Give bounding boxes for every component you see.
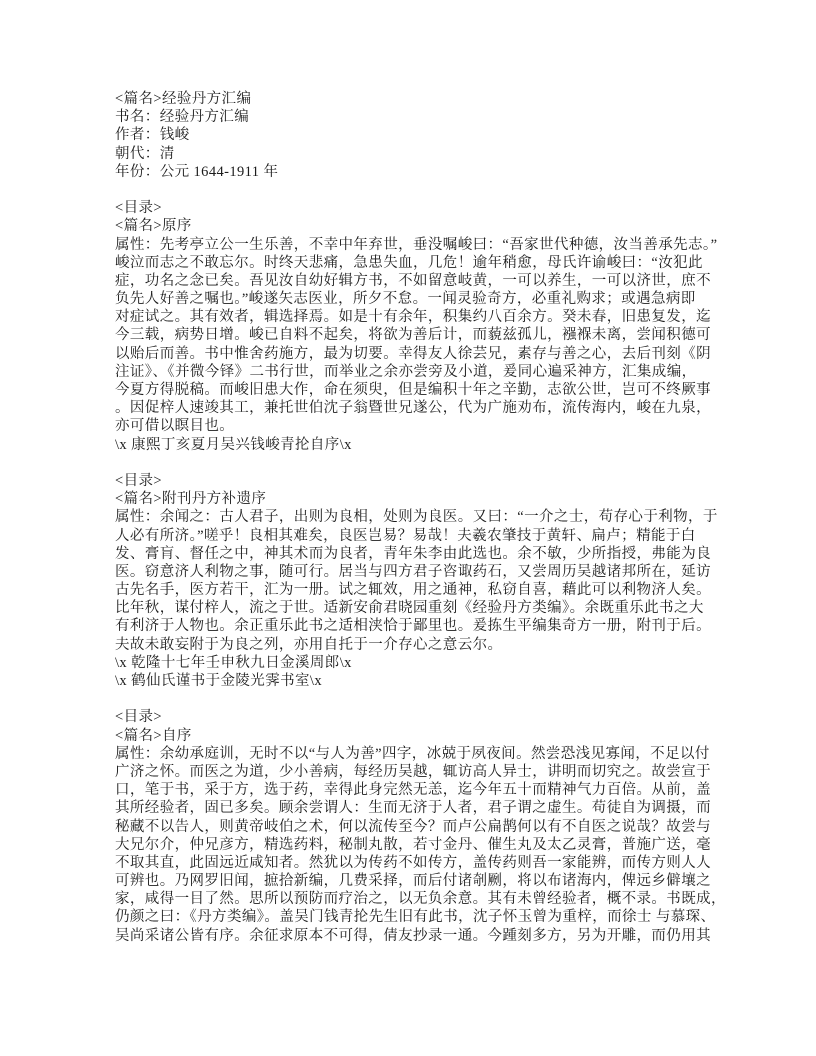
body-line: 。因促梓人速竣其工，兼托世伯沈子翁暨世兄遂公，代为广施劝布，流传海内，峻在九泉， — [115, 400, 711, 417]
meta-dynasty: 朝代：清 — [115, 145, 175, 162]
body-line: 属性：先考亭立公一生乐善，不幸中年弃世，垂没嘱峻曰：“吾家世代种德，汝当善承先志。” — [115, 236, 718, 253]
body-line: 家，咸得一目了然。思所以预防而疗治之，以无负余意。其有未曾经验者，概不录。书既成， — [115, 891, 726, 908]
body-line: 仍颜之曰：《丹方类编》。盖吴门钱青抡先生旧有此书，沈子怀玉曾为重梓，而徐士 与慕琛、 — [115, 909, 716, 926]
signature-line: \x 康熙丁亥夏月吴兴钱峻青抡自序\x — [115, 436, 352, 453]
body-line: 发、膏肓、督任之中，神其术而为良者，青年朱李由此选也。余不敏，少所指授，弗能为良 — [115, 545, 711, 562]
body-line: 负先人好善之嘱也。”峻遂矢志医业，所夕不怠。一闻灵验奇方，必重礼购求；或遇急病即 — [115, 291, 696, 308]
body-line: 峻泣而志之不敢忘尔。时终天悲痛，急患失血，几危！逾年稍愈，母氏许谕峻曰：“汝犯此 — [115, 254, 703, 271]
text-section — [115, 708, 726, 944]
body-line: 今夏方得脱稿。而峻旧患大作，命在须臾，但是编积十年之辛勤，志欲公世，岂可不终厥事 — [115, 382, 711, 398]
body-line: 对症试之。其有效者，辑选择焉。如是十有余年，积集约八百余方。癸未春，旧患复发，迄 — [115, 309, 711, 326]
body-line: 注证》、《并微今铎》二书行世，而举业之余亦尝旁及小道，爰同心遍采神方，汇集成编， — [115, 363, 697, 380]
body-line: 属性：余闻之：古人君子，出则为良相，处则为良医。又曰：“一介之士，苟存心于利物，于 — [115, 509, 718, 526]
section-title: <篇名>附刊丹方补遗序 — [115, 491, 267, 508]
body-line: 夫故未敢妄附于为良之列，亦用自托于一介存心之意云尔。 — [115, 636, 503, 653]
body-line: 秘藏不以告人，则黄帝岐伯之术，何以流传至今？而卢公扁鹊何以有不自医之说哉？故尝与 — [115, 818, 711, 835]
text-section — [115, 472, 720, 690]
doc-title-line: <篇名>经验丹方汇编 — [115, 91, 252, 107]
body-line: 广济之怀。而医之为道，少小善病，每经历吴越，辄访高人异士，讲明而切究之。故尝宣于 — [115, 763, 711, 780]
section-title: <篇名>原序 — [115, 218, 192, 235]
body-line: 亦可借以瞑目也。 — [115, 418, 235, 435]
toc-marker: <目录> — [115, 200, 162, 217]
body-line: 医。窃意济人利物之事，随可行。居当与四方君子咨诹药石，又尝周历吴越诸邦所在，延访 — [115, 563, 711, 580]
signature-line: \x 鹤仙氏谨书于金陵光霁书室\x — [115, 673, 322, 689]
body-line: 口，笔于书，采于方，选于药，幸得此身完然无恙，迄今年五十而精神气力百倍。从前，盖 — [115, 782, 711, 799]
body-line: 有利济于人物也。余正重乐此书之适相浃恰于鄙里也。爰拣生平编集奇方一册，附刊于后。 — [115, 618, 711, 635]
body-line: 人必有所济。”嗟乎！良相其难矣，良医岂易？易哉！夫羲农肇技于黄轩、扁卢；精能于白 — [115, 527, 696, 544]
section-title: <篇名>自序 — [115, 727, 192, 744]
body-line: 以贻后而善。书中惟舍药施方，最为切要。幸得友人徐芸兄，素存与善之心，去后刊刻《阴 — [115, 345, 711, 362]
body-line: 可辨也。乃网罗旧闻，摭拾新编，几费采择，而后付诸剞劂，将以布诸海内，俾远乡僻壤之 — [115, 873, 711, 890]
document-body — [115, 199, 726, 945]
document-header — [115, 90, 720, 181]
body-line: 今三载，病势日增。峻已自料不起矣，将欲为善后计，而藐兹孤儿，襁褓未离，尝闻积德可 — [115, 327, 711, 344]
body-line: 其所经验者，固已多矣。顾余尝谓人：生而无济于人者，君子谓之虚生。苟徒自为调摄，而 — [115, 800, 711, 817]
toc-marker: <目录> — [115, 709, 162, 726]
toc-marker: <目录> — [115, 472, 162, 489]
body-line: 不取其直，此固远近咸知者。然犹以为传药不如传方，盖传药则吾一家能辨，而传方则人人 — [115, 854, 711, 871]
text-section — [115, 199, 720, 454]
body-line: 属性：余幼承庭训，无时不以“与人为善”四字，冰兢于夙夜间。然尝恐浅见寡闻，不足以付 — [115, 745, 710, 762]
body-line: 比年秋，谋付梓人，流之于世。适新安俞君晓园重刻《经验丹方类编》。余既重乐此书之大 — [115, 600, 704, 617]
body-line: 古先名手，医方若干，汇为一册。试之辄效，用之通神，私窃自喜，藉此可以利物济人矣。 — [115, 582, 711, 599]
body-line: 吴尚采诸公皆有序。余征求原本不可得，倩友抄录一通。今踵刻多方，另为开雕，而仍用其 — [115, 927, 711, 944]
body-line: 症，功名之念已矣。吾见汝自幼好辑方书，不如留意岐黄，一可以养生，一可以济世，庶不 — [115, 272, 711, 289]
meta-year: 年份：公元 1644-1911 年 — [115, 163, 279, 180]
body-line: 大兄尔介，仲兄彦方，精选药料，秘制丸散，若寸金丹、催生丸及太乙灵膏，普施广送，毫 — [115, 836, 711, 853]
signature-line: \x 乾隆十七年壬申秋九日金溪周郎\x — [115, 654, 352, 671]
meta-book-name: 书名：经验丹方汇编 — [115, 109, 250, 126]
meta-author: 作者：钱峻 — [115, 127, 190, 144]
